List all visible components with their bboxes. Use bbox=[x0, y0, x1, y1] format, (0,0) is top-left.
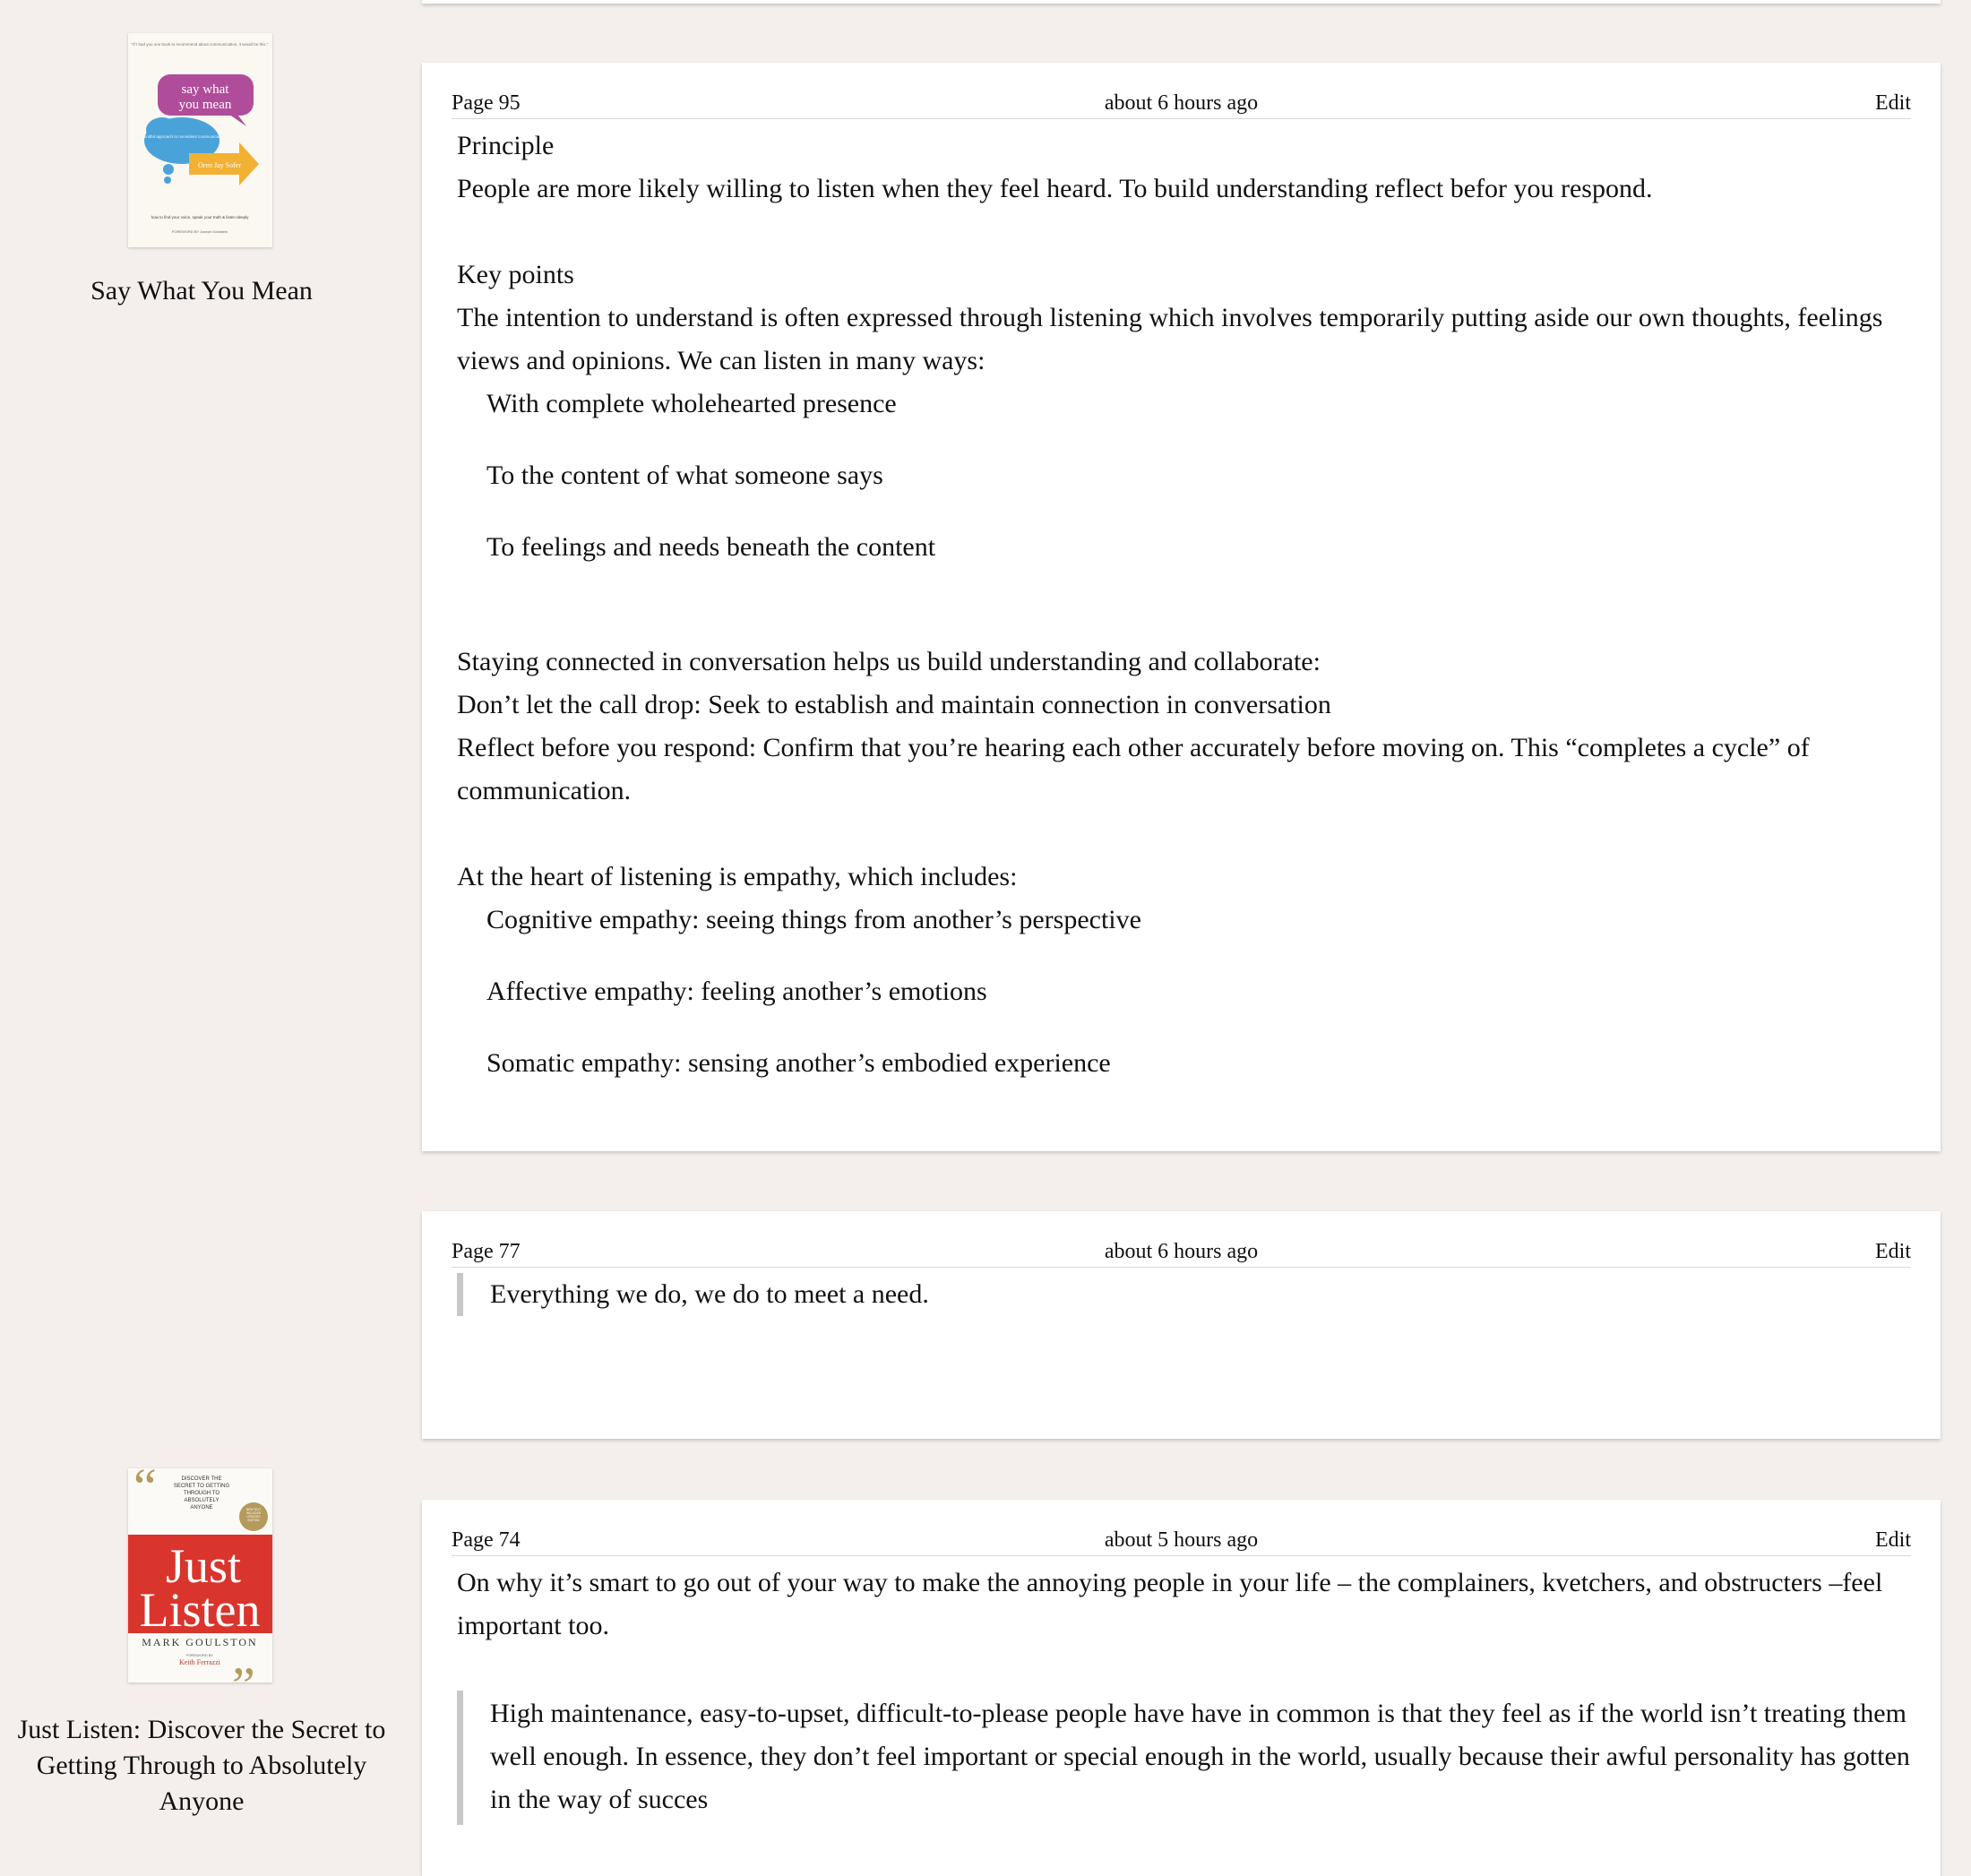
book-title-just-listen[interactable]: Just Listen: Discover the Secret to Getting Through to Absolutely Anyone bbox=[17, 1715, 386, 1816]
note-quote: Everything we do, we do to meet a need. bbox=[457, 1273, 1911, 1316]
note-heading-key-points: Key points bbox=[457, 260, 574, 289]
cover-art bbox=[128, 33, 272, 247]
note-intro-text: The intention to understand is often expressed through listening which involves temporarily putting aside our own thoughts, feelings views and opinions. We can listen in many ways: bbox=[457, 303, 1883, 375]
note-card bbox=[422, 1211, 1941, 1439]
cover-top-line: DISCOVER THE SECRET TO GETTING THROUGH TO ABSOLUTELY ANYONE bbox=[173, 1476, 230, 1510]
list-item: Somatic empathy: sensing another’s embodied experience bbox=[486, 1048, 1111, 1078]
close-quote-mark: ” bbox=[232, 1657, 255, 1715]
list-item: To feelings and needs beneath the content bbox=[486, 532, 936, 562]
cover-art bbox=[128, 1458, 272, 1715]
cover-tagline: how to find your voice, speak your truth & listen deeply bbox=[151, 215, 249, 219]
list-item: Cognitive empathy: seeing things from another’s perspective bbox=[486, 905, 1141, 934]
note-text: On why it’s smart to go out of your way to make the annoying people in your life – the complainers, kvetchers, and obstructers –feel important too. bbox=[457, 1568, 1883, 1640]
note-header bbox=[452, 1211, 1911, 1268]
note-timestamp: about 6 hours ago bbox=[1104, 91, 1259, 115]
list-item: With complete wholehearted presence bbox=[486, 389, 897, 418]
list-item: To the content of what someone says bbox=[486, 460, 883, 490]
note-heading-principle: Principle bbox=[457, 131, 555, 160]
note-principle-text: People are more likely willing to listen when they feel heard. To build understanding reflect befor you respond. bbox=[457, 174, 1653, 203]
note-page-number: Page 77 bbox=[452, 1240, 521, 1263]
cover-foreword: FOREWORD BY Joseph Goldstein bbox=[171, 229, 228, 234]
open-quote-mark: “ bbox=[133, 1458, 157, 1516]
svg-text:you mean: you mean bbox=[178, 98, 232, 112]
note-connected-text: Staying connected in conversation helps us build understanding and collaborate: bbox=[457, 647, 1321, 676]
note-empathy-intro: At the heart of listening is empathy, which includes: bbox=[457, 862, 1018, 891]
note-page-number: Page 95 bbox=[452, 91, 521, 115]
note-header bbox=[452, 63, 1911, 119]
cover-foreword-name: Keith Ferrazzi bbox=[179, 1658, 220, 1666]
book-title-say-what-you-mean[interactable]: Say What You Mean bbox=[90, 276, 313, 305]
svg-text:say what: say what bbox=[181, 82, 229, 97]
note-timestamp: about 6 hours ago bbox=[1104, 1240, 1259, 1263]
note-body bbox=[452, 1556, 1911, 1691]
note-page-number: Page 74 bbox=[452, 1528, 521, 1552]
book-cover-say-what-you-mean[interactable] bbox=[128, 33, 272, 247]
cover-foreword: FOREWORD BY bbox=[185, 1653, 214, 1657]
cover-badge-text: NEW TEXT INCLUDED UPDATED EDITION bbox=[245, 1508, 262, 1522]
list-item: Affective empathy: feeling another’s emotions bbox=[486, 977, 987, 1006]
book-cover-just-listen[interactable] bbox=[128, 1458, 272, 1715]
note-reflect-text: Reflect before you respond: Confirm that you’re hearing each other accurately before moving on. This “completes a cycle” of communication. bbox=[457, 733, 1810, 805]
edit-button[interactable]: Edit bbox=[1875, 1528, 1911, 1552]
cover-subtitle: a mindful approach to nonviolent communication bbox=[138, 134, 226, 139]
cover-title-line1: Just bbox=[165, 1539, 242, 1593]
cover-title-line2: Listen bbox=[139, 1583, 261, 1637]
edit-button[interactable]: Edit bbox=[1875, 1240, 1911, 1263]
note-timestamp: about 5 hours ago bbox=[1104, 1528, 1259, 1552]
edit-button[interactable]: Edit bbox=[1875, 91, 1911, 115]
note-dont-drop-text: Don’t let the call drop: Seek to establish and maintain connection in conversation bbox=[457, 690, 1331, 719]
cover-author: Oren Jay Sofer bbox=[198, 161, 241, 169]
previous-note-card bbox=[422, 0, 1941, 4]
note-card bbox=[422, 63, 1941, 1151]
note-quote: High maintenance, easy-to-upset, difficult-to-please people have have in common is that they feel as if the world isn’t treating them well enough. In essence, they don’t feel important or special enough in the world, usually because their awful personality has gotten in the way of succes bbox=[457, 1691, 1911, 1825]
note-header bbox=[452, 1500, 1911, 1556]
note-card bbox=[422, 1500, 1941, 1876]
note-body bbox=[452, 119, 1911, 1085]
cover-top-line: "If I had you one book to recommend about communication, it would be this." bbox=[131, 42, 269, 47]
cover-author: MARK GOULSTON bbox=[142, 1636, 258, 1648]
